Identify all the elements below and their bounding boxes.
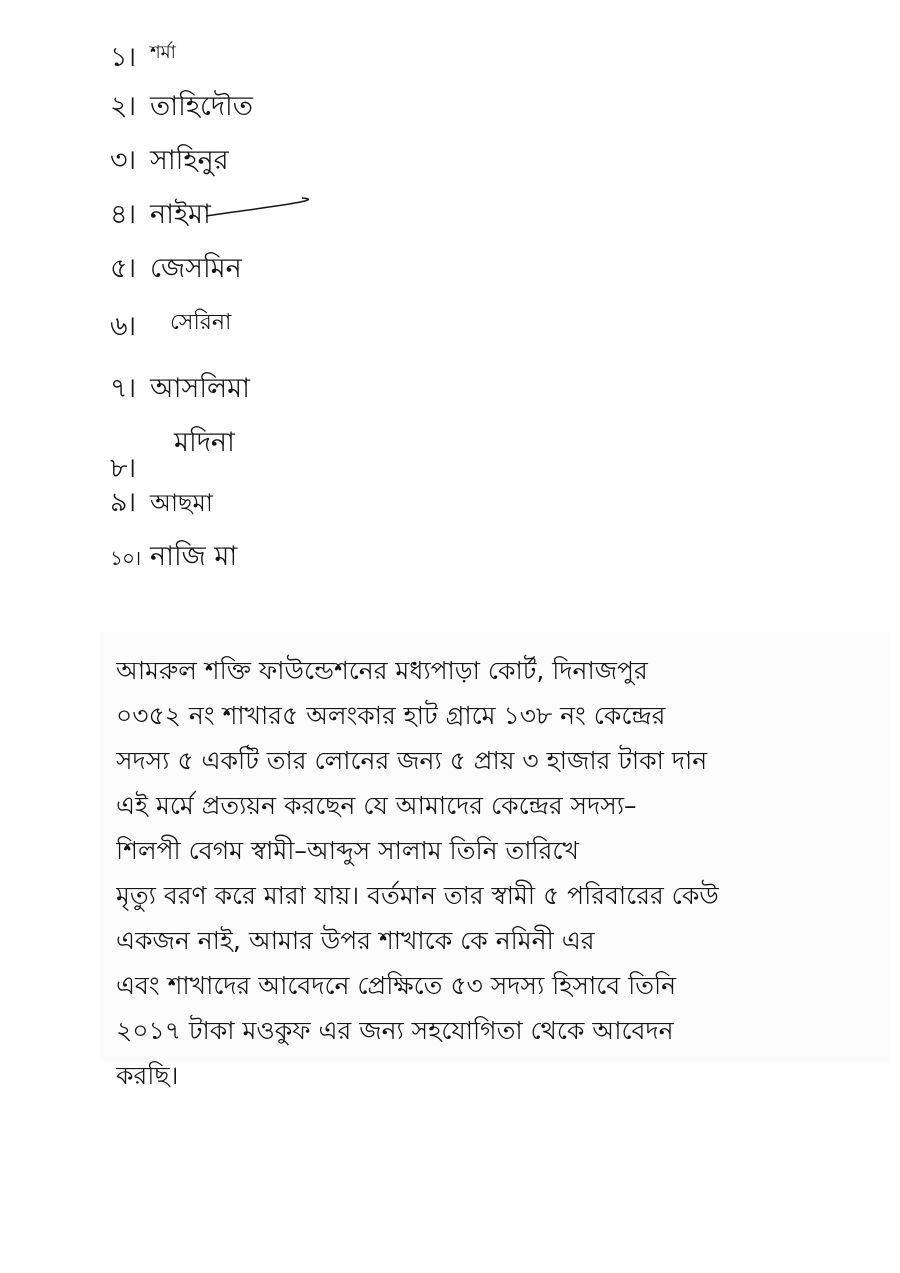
list-item-name: নাইমা	[150, 199, 211, 230]
list-item-number: ২।	[110, 91, 136, 122]
list-item-name: সেরিনা	[170, 310, 232, 335]
list-item-name: তাহিদৌত	[150, 91, 254, 122]
list-item-name: সাহিনুর	[150, 145, 229, 176]
paragraph-line: আমরুল শক্তি ফাউন্ডেশনের মধ্যপাড়া কোর্ট, দিনাজপুর	[116, 656, 648, 685]
list-item	[110, 26, 410, 80]
list-item-number: ৬।	[110, 311, 136, 342]
paragraph-line: এই মর্মে প্রত্যয়ন করছেন যে আমাদের কেন্দ্রের সদস্য–	[116, 791, 637, 820]
list-item	[110, 530, 410, 584]
name-list	[110, 26, 410, 584]
list-item	[110, 188, 410, 242]
list-item-name: শর্মা	[150, 42, 176, 63]
application-paragraph	[116, 648, 886, 1098]
paragraph-line: সদস্য ৫ একটি তার লোনের জন্য ৫ প্রায় ৩ হাজার টাকা দান	[116, 746, 708, 775]
list-item-number: ১।	[110, 42, 136, 73]
list-item-number: ৯।	[110, 487, 136, 518]
list-item-number: ৮।	[110, 453, 136, 484]
list-item	[110, 134, 410, 188]
list-item	[110, 296, 410, 350]
paragraph-line: করছি।	[116, 1061, 179, 1090]
list-item	[110, 80, 410, 134]
paragraph-line: ০৩৫২ নং শাখার৫ অলংকার হাট গ্রামে ১৩৮ নং কেন্দ্রের	[116, 701, 666, 730]
underline-stroke	[110, 188, 410, 242]
list-item	[110, 242, 410, 296]
paragraph-line: শিলপী বেগম স্বামী–আব্দুস সালাম তিনি তারিখে	[116, 836, 579, 865]
list-item-number: ৫।	[110, 253, 136, 284]
list-item-number: ৩।	[110, 145, 136, 176]
list-item-name: জেসমিন	[150, 253, 242, 284]
paragraph-line: একজন নাই, আমার উপর শাখাকে কে নমিনী এর	[116, 926, 595, 955]
list-item-number: ৭।	[110, 373, 136, 404]
paragraph-line: এবং শাখাদের আবেদনে প্রেক্ষিতে ৫৩ সদস্য হিসাবে তিনি	[116, 971, 677, 1000]
paragraph-line: ২০১৭ টাকা মওকুফ এর জন্য সহযোগিতা থেকে আবেদন	[116, 1016, 674, 1045]
paragraph-line: মৃত্যু বরণ করে মারা যায়। বর্তমান তার স্বামী ৫ পরিবারের কেউ	[116, 881, 719, 910]
list-item-number: ১০।	[110, 546, 141, 570]
list-item	[110, 476, 410, 530]
list-item	[110, 416, 410, 484]
list-item-name: আসলিমা	[150, 373, 250, 404]
list-item-name: আছমা	[150, 489, 213, 517]
list-item-number: ৪।	[110, 199, 136, 230]
list-item-name: মদিনা	[174, 427, 235, 458]
list-item-name: নাজি মা	[150, 541, 238, 572]
list-item	[110, 362, 410, 416]
